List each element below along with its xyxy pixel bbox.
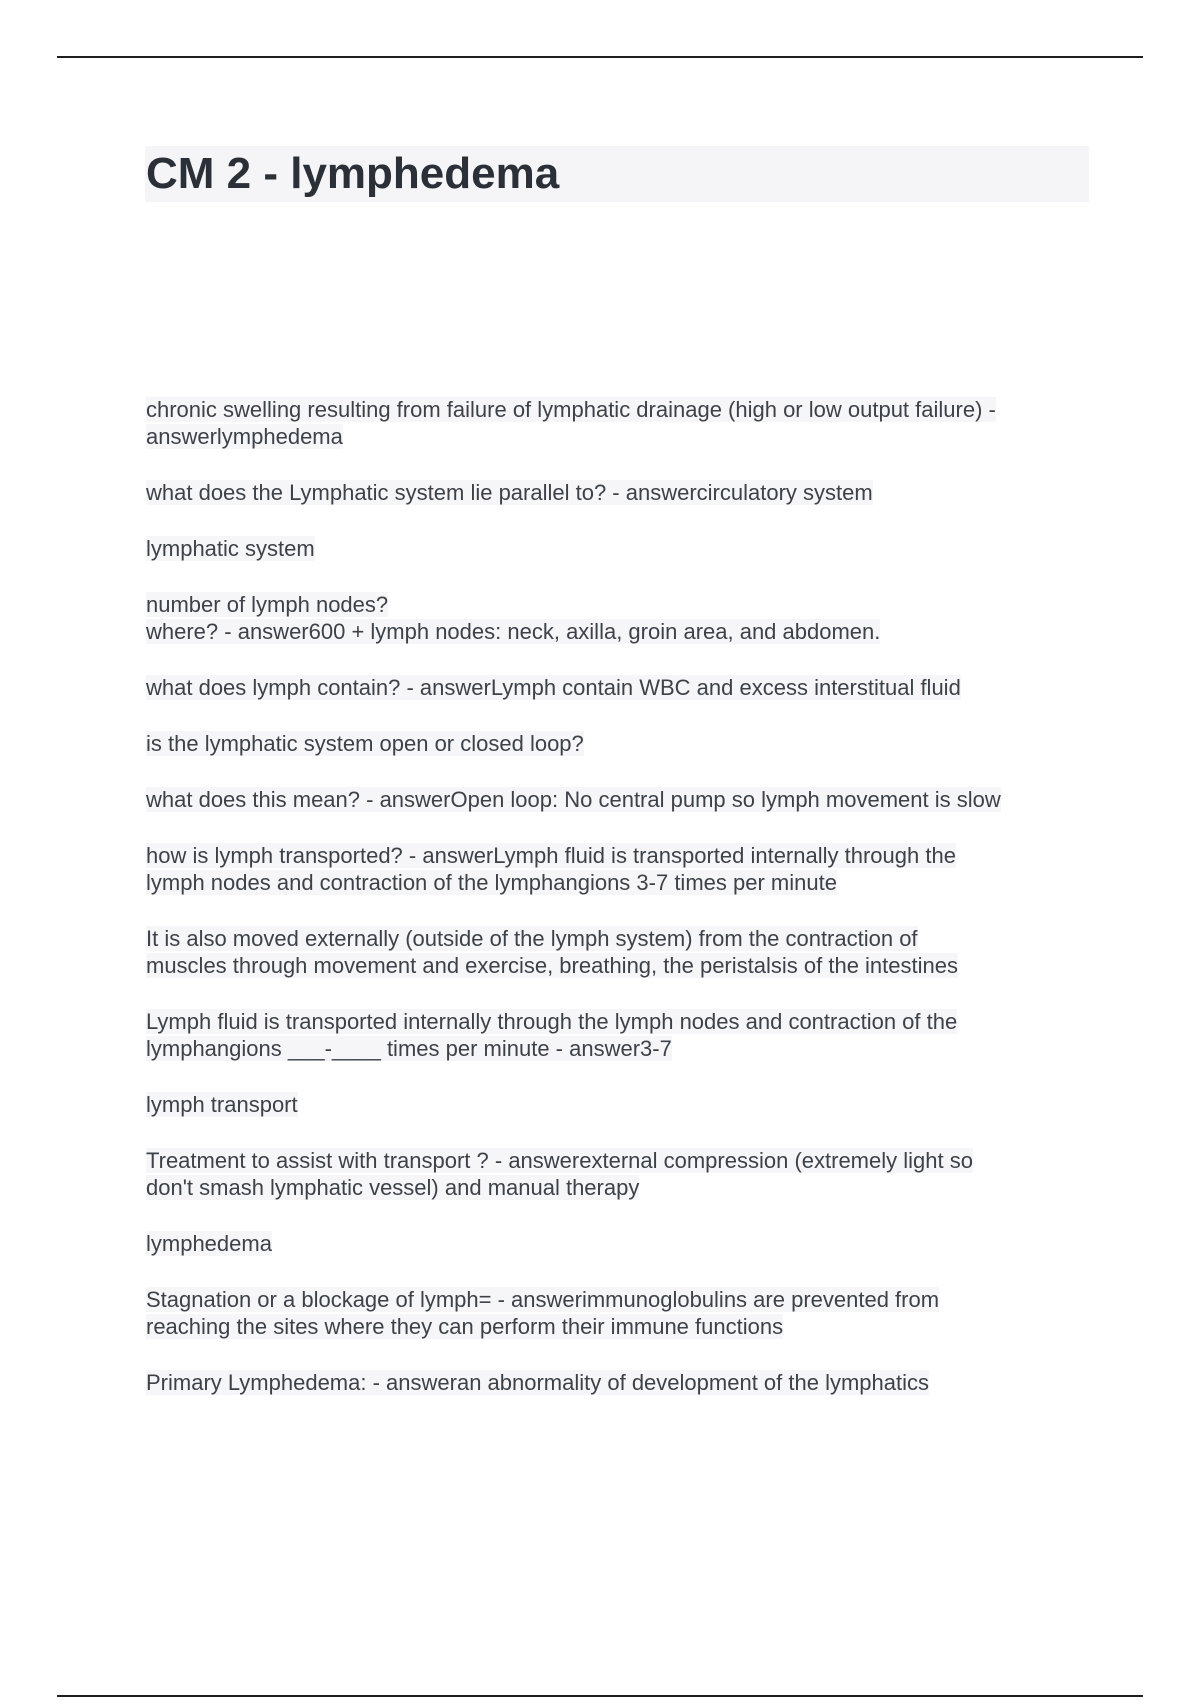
entry-line: Treatment to assist with transport ? - answerexternal compression (extremely light so — [146, 1148, 973, 1173]
page-title: CM 2 - lymphedema — [146, 149, 560, 198]
entry-line: lymph transport — [146, 1092, 298, 1117]
entry-line: answerlymphedema — [146, 424, 343, 449]
entry-line: where? - answer600 + lymph nodes: neck, axilla, groin area, and abdomen. — [146, 619, 881, 644]
flashcard-list — [146, 396, 1090, 1425]
flashcard-entry — [146, 1147, 1090, 1201]
entry-line: what does this mean? - answerOpen loop: No central pump so lymph movement is slow — [146, 787, 1001, 812]
entry-line: Stagnation or a blockage of lymph= - answerimmunoglobulins are prevented from — [146, 1287, 940, 1312]
entry-line: what does the Lymphatic system lie parallel to? - answercirculatory system — [146, 480, 873, 505]
entry-line: is the lymphatic system open or closed loop? — [146, 731, 584, 756]
entry-line: lymphangions ___-____ times per minute - answer3-7 — [146, 1036, 672, 1061]
entry-line: lymph nodes and contraction of the lymphangions 3-7 times per minute — [146, 870, 837, 895]
top-divider — [57, 56, 1143, 58]
flashcard-entry — [146, 1286, 1090, 1340]
entry-line: reaching the sites where they can perform their immune functions — [146, 1314, 784, 1339]
entry-line: chronic swelling resulting from failure of lymphatic drainage (high or low output failure) - — [146, 397, 996, 422]
entry-line: number of lymph nodes? — [146, 592, 389, 617]
flashcard-entry — [146, 535, 1090, 562]
entry-line: It is also moved externally (outside of the lymph system) from the contraction of — [146, 926, 918, 951]
flashcard-entry — [146, 730, 1090, 757]
flashcard-entry — [146, 1369, 1090, 1396]
flashcard-entry — [146, 674, 1090, 701]
entry-line: what does lymph contain? - answerLymph contain WBC and excess interstitual fluid — [146, 675, 961, 700]
flashcard-entry — [146, 1230, 1090, 1257]
entry-line: lymphedema — [146, 1231, 272, 1256]
flashcard-entry — [146, 842, 1090, 896]
flashcard-entry — [146, 396, 1090, 450]
entry-line: how is lymph transported? - answerLymph fluid is transported internally through the — [146, 843, 956, 868]
entry-line: Primary Lymphedema: - answeran abnormality of development of the lymphatics — [146, 1370, 929, 1395]
entry-line: don't smash lymphatic vessel) and manual therapy — [146, 1175, 640, 1200]
flashcard-entry — [146, 1091, 1090, 1118]
flashcard-entry — [146, 786, 1090, 813]
flashcard-entry — [146, 591, 1090, 645]
flashcard-entry — [146, 1008, 1090, 1062]
flashcard-entry — [146, 479, 1090, 506]
bottom-divider — [57, 1695, 1143, 1697]
flashcard-entry — [146, 925, 1090, 979]
entry-line: lymphatic system — [146, 536, 315, 561]
entry-line: Lymph fluid is transported internally through the lymph nodes and contraction of the — [146, 1009, 958, 1034]
entry-line: muscles through movement and exercise, breathing, the peristalsis of the intestines — [146, 953, 958, 978]
